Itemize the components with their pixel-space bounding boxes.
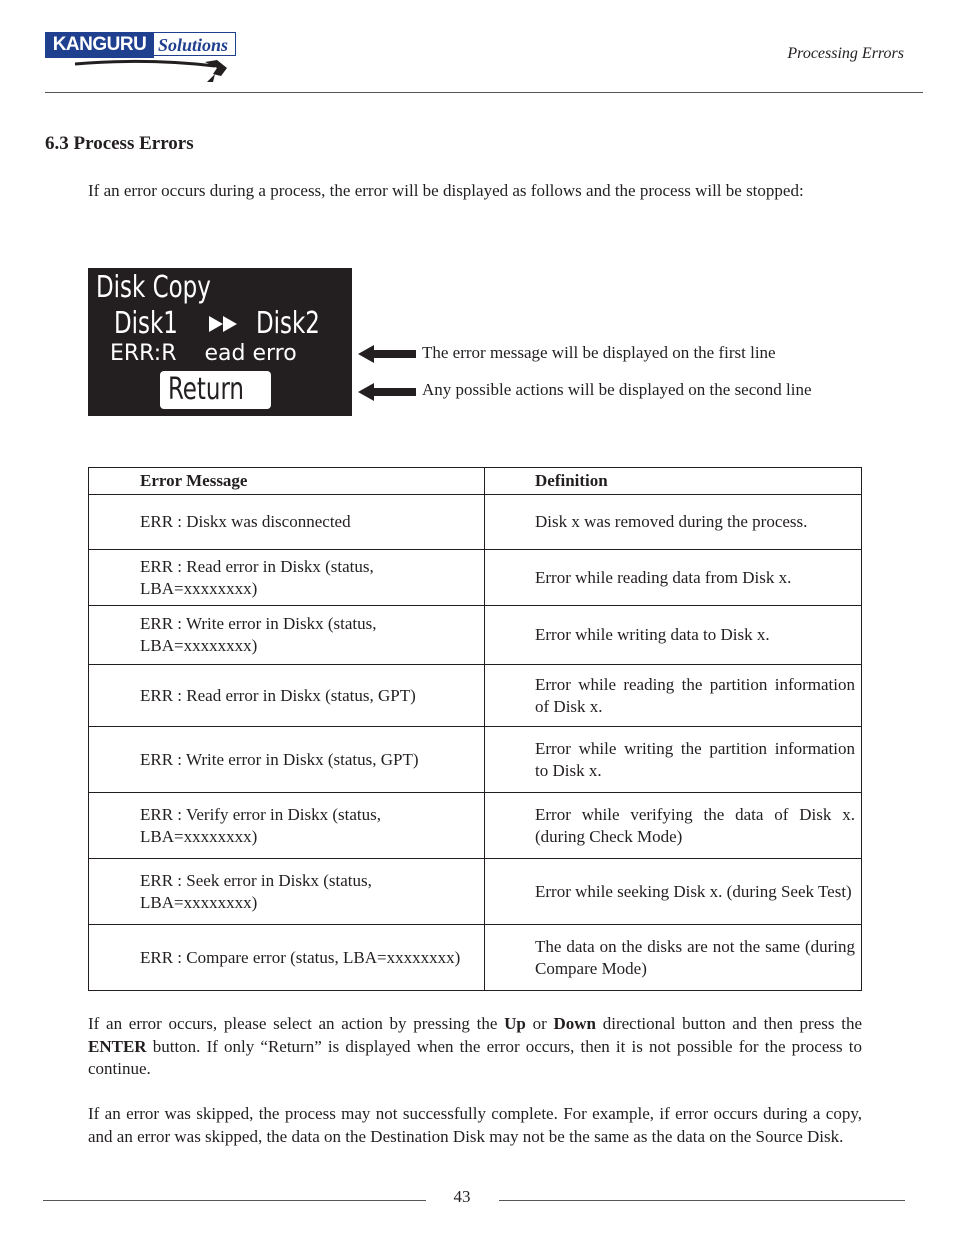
footer-rule-left xyxy=(43,1200,426,1201)
action-text-3: directional button and then press the xyxy=(596,1014,862,1033)
error-message-cell: ERR : Read error in Diskx (status, LBA=xxxxxxxx) xyxy=(89,550,485,606)
table-row xyxy=(89,727,862,793)
definition-cell: Error while verifying the data of Disk x. (during Check Mode) xyxy=(485,793,862,859)
table-header-row xyxy=(89,468,862,495)
table-row xyxy=(89,665,862,727)
lcd-display xyxy=(88,268,352,416)
left-arrow-icon xyxy=(358,345,416,363)
left-arrow-icon xyxy=(358,383,416,401)
action-text-2: or xyxy=(525,1014,554,1033)
definition-cell: Error while reading data from Disk x. xyxy=(485,550,862,606)
note-second-line: Any possible actions will be displayed on the second line xyxy=(422,380,812,399)
error-message-cell: ERR : Write error in Diskx (status, GPT) xyxy=(89,727,485,793)
logo-brand: KANGURU xyxy=(45,32,154,58)
skip-paragraph: If an error was skipped, the process may not successfully complete. For example, if error occurs during a copy, and an error was skipped, the data on the Destination Disk may not be the same as the data on the Source Disk. xyxy=(88,1104,862,1146)
table-row xyxy=(89,606,862,665)
action-paragraph xyxy=(88,1013,862,1081)
note-first-line: The error message will be displayed on the first line xyxy=(422,343,776,362)
column-header-definition: Definition xyxy=(485,468,862,495)
error-message-cell: ERR : Seek error in Diskx (status, LBA=xxxxxxxx) xyxy=(89,859,485,925)
error-message-cell: ERR : Read error in Diskx (status, GPT) xyxy=(89,665,485,727)
table-row xyxy=(89,495,862,550)
logo-solutions: Solutions xyxy=(154,32,236,56)
lcd-disk2: Disk2 xyxy=(256,306,320,341)
lcd-return-option xyxy=(160,371,271,409)
header-rule xyxy=(45,92,923,93)
section-title: 6.3 Process Errors xyxy=(45,133,194,154)
error-message-cell: ERR : Diskx was disconnected xyxy=(89,495,485,550)
running-head: Processing Errors xyxy=(787,45,904,62)
definition-cell: Error while writing data to Disk x. xyxy=(485,606,862,665)
definition-cell: Error while seeking Disk x. (during Seek Test) xyxy=(485,859,862,925)
table-row xyxy=(89,550,862,606)
table-row xyxy=(89,859,862,925)
action-text-4: button. If only “Return” is displayed when the error occurs, then it is not possible for the process to continue. xyxy=(88,1036,862,1078)
definition-cell: The data on the disks are not the same (during Compare Mode) xyxy=(485,925,862,991)
intro-paragraph: If an error occurs during a process, the error will be displayed as follows and the process will be stopped: xyxy=(88,181,804,200)
up-keyword: Up xyxy=(504,1014,526,1033)
fast-forward-icon xyxy=(209,316,239,332)
footer-rule-right xyxy=(499,1200,905,1201)
lcd-return-label: Return xyxy=(168,372,244,407)
definition-cell: Error while reading the partition information of Disk x. xyxy=(485,665,862,727)
lcd-disk1: Disk1 xyxy=(114,306,178,341)
error-message-cell: ERR : Verify error in Diskx (status, LBA=xxxxxxxx) xyxy=(89,793,485,859)
lcd-error-line: ERR:R ead erro xyxy=(110,341,297,366)
error-table xyxy=(88,467,862,991)
enter-keyword: ENTER xyxy=(88,1036,147,1056)
error-message-cell: ERR : Write error in Diskx (status, LBA=xxxxxxxx) xyxy=(89,606,485,665)
action-text-1: If an error occurs, please select an action by pressing the xyxy=(88,1014,505,1033)
lcd-line-title: Disk Copy xyxy=(96,270,211,305)
table-row xyxy=(89,793,862,859)
kangaroo-swoosh-icon xyxy=(45,56,241,84)
down-keyword: Down xyxy=(553,1014,596,1033)
definition-cell: Error while writing the partition information to Disk x. xyxy=(485,727,862,793)
table-row xyxy=(89,925,862,991)
page-number: 43 xyxy=(453,1187,471,1206)
column-header-error-message: Error Message xyxy=(89,468,485,495)
kanguru-logo xyxy=(45,32,241,84)
definition-cell: Disk x was removed during the process. xyxy=(485,495,862,550)
error-message-cell: ERR : Compare error (status, LBA=xxxxxxxx) xyxy=(89,925,485,991)
